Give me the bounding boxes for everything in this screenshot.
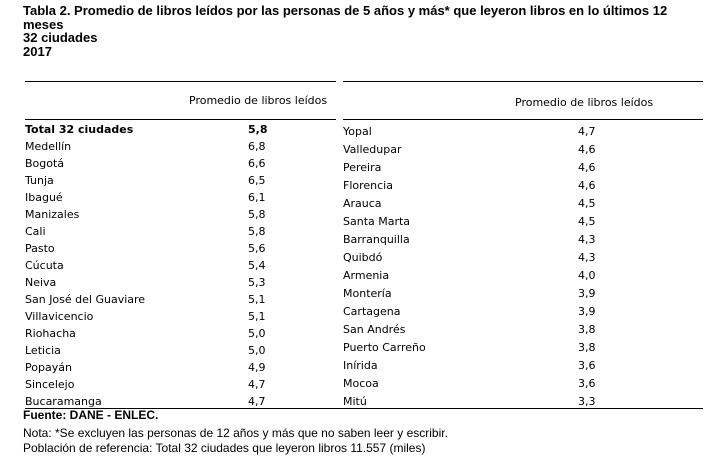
table-row: [25, 206, 325, 223]
city-name: Montería: [343, 287, 392, 300]
table-row: [343, 213, 703, 230]
table-row-total: [25, 121, 325, 138]
city-name: Ibagué: [25, 191, 63, 204]
city-name: San Andrés: [343, 323, 406, 336]
city-name: Inírida: [343, 359, 378, 372]
city-name: Cúcuta: [25, 259, 64, 272]
table-row: [25, 223, 325, 240]
right-top-rule: [343, 81, 703, 82]
city-name: Yopal: [343, 125, 372, 138]
table-row: [343, 177, 703, 194]
city-value: 4,6: [578, 143, 596, 156]
table-row: [343, 267, 703, 284]
left-top-rule: [25, 81, 336, 82]
table-row: [343, 285, 703, 302]
city-value: 4,7: [248, 378, 266, 391]
table-row: [343, 357, 703, 374]
city-name: Total 32 ciudades: [25, 123, 134, 136]
table-row: [25, 257, 325, 274]
city-value: 4,6: [578, 161, 596, 174]
city-value: 3,3: [578, 395, 596, 408]
city-name: Puerto Carreño: [343, 341, 426, 354]
city-name: San José del Guaviare: [25, 293, 146, 306]
city-name: Villavicencio: [25, 310, 94, 323]
city-name: Armenia: [343, 269, 390, 282]
city-value: 3,9: [578, 287, 596, 300]
city-value: 3,6: [578, 359, 596, 372]
table-row: [343, 195, 703, 212]
city-value: 4,7: [248, 395, 266, 408]
table-row: [25, 376, 325, 393]
left-header-rule: [25, 119, 336, 120]
city-name: Sincelejo: [25, 378, 75, 391]
city-value: 4,6: [578, 179, 596, 192]
city-name: Valledupar: [343, 143, 402, 156]
table-row: [343, 159, 703, 176]
table-title: [23, 4, 703, 58]
table-row: [343, 375, 703, 392]
city-name: Pasto: [25, 242, 55, 255]
table-row: [343, 303, 703, 320]
city-value: 5,8: [248, 123, 268, 136]
city-value: 3,6: [578, 377, 596, 390]
table-row: [25, 308, 325, 325]
table-row: [25, 138, 325, 155]
city-name: Leticia: [25, 344, 61, 357]
left-column-header: Promedio de libros leídos: [189, 94, 328, 107]
city-value: 4,5: [578, 197, 596, 210]
footer-reference: Población de referencia: Total 32 ciudades que leyeron libros 11.557 (miles): [23, 441, 426, 455]
table-row: [25, 240, 325, 257]
city-value: 5,1: [248, 293, 266, 306]
city-value: 4,0: [578, 269, 596, 282]
table-row: [25, 155, 325, 172]
city-name: Mitú: [343, 395, 367, 408]
city-name: Popayán: [25, 361, 72, 374]
city-value: 3,9: [578, 305, 596, 318]
city-value: 5,3: [248, 276, 266, 289]
city-name: Riohacha: [25, 327, 76, 340]
table-row: [343, 321, 703, 338]
city-value: 4,9: [248, 361, 266, 374]
city-value: 4,5: [578, 215, 596, 228]
table-row: [25, 189, 325, 206]
table-row: [343, 249, 703, 266]
table-row: [25, 172, 325, 189]
city-name: Neiva: [25, 276, 57, 289]
city-name: Mocoa: [343, 377, 379, 390]
table-row: [25, 325, 325, 342]
city-value: 5,0: [248, 344, 266, 357]
city-value: 6,1: [248, 191, 266, 204]
table-row: [25, 342, 325, 359]
city-value: 5,8: [248, 208, 266, 221]
city-value: 6,8: [248, 140, 266, 153]
table-row: [343, 141, 703, 158]
footer-note: Nota: *Se excluyen las personas de 12 años y más que no saben leer y escribir.: [23, 426, 448, 440]
city-name: Barranquilla: [343, 233, 410, 246]
right-header-rule: [343, 119, 703, 120]
city-value: 5,1: [248, 310, 266, 323]
table-row: [25, 291, 325, 308]
city-value: 5,0: [248, 327, 266, 340]
city-name: Cartagena: [343, 305, 401, 318]
city-value: 5,4: [248, 259, 266, 272]
city-name: Quibdó: [343, 251, 383, 264]
table-row: [25, 359, 325, 376]
city-value: 6,5: [248, 174, 266, 187]
table-row: [343, 393, 703, 410]
city-value: 5,6: [248, 242, 266, 255]
title-line-1: Tabla 2. Promedio de libros leídos por las personas de 5 años y más* que leyeron libros en lo últimos 12: [23, 3, 668, 18]
city-name: Manizales: [25, 208, 80, 221]
city-value: 3,8: [578, 323, 596, 336]
city-value: 5,8: [248, 225, 266, 238]
table-row: [343, 123, 703, 140]
city-name: Medellín: [25, 140, 72, 153]
city-value: 4,3: [578, 251, 596, 264]
city-name: Florencia: [343, 179, 393, 192]
city-name: Cali: [25, 225, 46, 238]
footer-source: Fuente: DANE - ENLEC.: [23, 408, 159, 422]
city-name: Arauca: [343, 197, 382, 210]
right-column-header: Promedio de libros leídos: [515, 96, 654, 109]
city-name: Tunja: [25, 174, 54, 187]
city-value: 6,6: [248, 157, 266, 170]
city-name: Bogotá: [25, 157, 65, 170]
table-row: [343, 231, 703, 248]
table-row: [343, 339, 703, 356]
title-line-4: 2017: [23, 43, 52, 59]
city-value: 3,8: [578, 341, 596, 354]
city-name: Pereira: [343, 161, 382, 174]
title-line-2: meses: [23, 16, 64, 32]
city-value: 4,3: [578, 233, 596, 246]
title-line-3: 32 ciudades: [23, 30, 98, 45]
city-name: Santa Marta: [343, 215, 411, 228]
city-value: 4,7: [578, 125, 596, 138]
table-row: [25, 274, 325, 291]
city-name: Bucaramanga: [25, 395, 102, 408]
